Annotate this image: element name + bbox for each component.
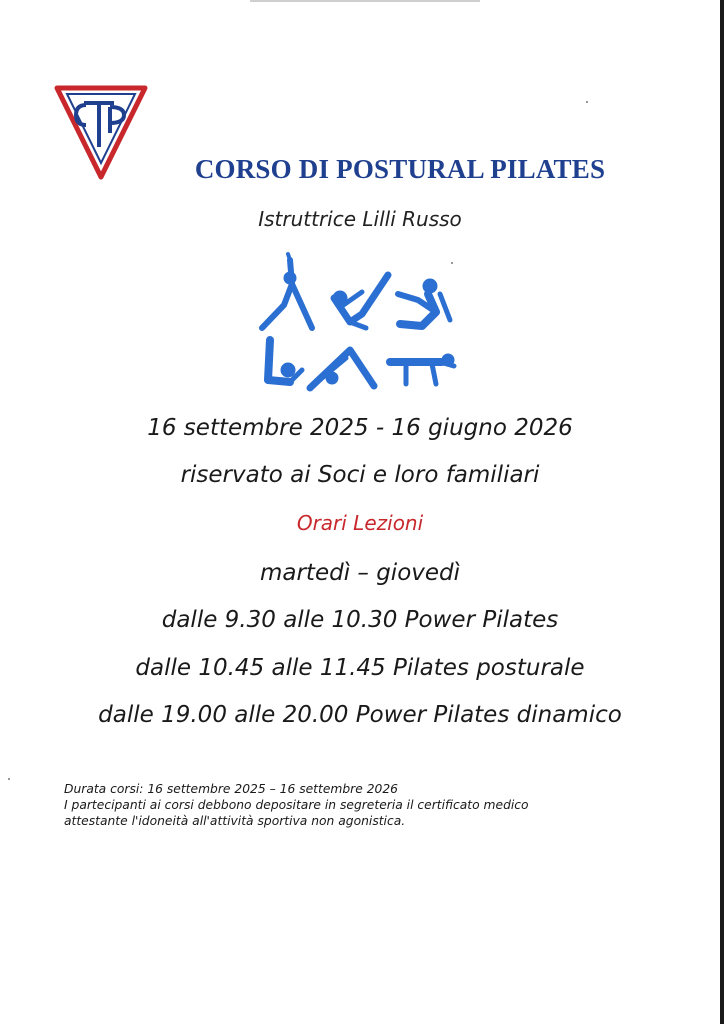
schedule-session: dalle 10.45 alle 11.45 Pilates posturale (135, 655, 585, 681)
eligibility-text: riservato ai Soci e loro familiari (180, 462, 540, 488)
footnote-duration: Durata corsi: 16 settembre 2025 – 16 settembre 2026 (64, 782, 398, 796)
footnote (64, 781, 664, 829)
schedule-days: martedì – giovedì (259, 560, 461, 586)
schedule-session: dalle 19.00 alle 20.00 Power Pilates dinamico (98, 702, 622, 728)
schedule-session: dalle 9.30 alle 10.30 Power Pilates (161, 607, 559, 633)
footnote-line: I partecipanti ai corsi debbono depositare in segreteria il certificato medico (64, 798, 529, 812)
page-title: CORSO DI POSTURAL PILATES (194, 154, 606, 184)
course-dates: 16 settembre 2025 - 16 giugno 2026 (147, 415, 573, 441)
scan-speck (586, 101, 588, 103)
scan-speck (451, 262, 453, 264)
scan-edge (720, 0, 724, 1024)
scan-mark (250, 0, 480, 2)
schedule-heading: Orari Lezioni (296, 511, 424, 535)
instructor-name: Istruttrice Lilli Russo (258, 207, 462, 231)
footnote-line: attestante l'idoneità all'attività sportiva non agonistica. (64, 814, 406, 828)
pilates-figures-icon (250, 250, 470, 395)
scan-speck (8, 778, 10, 780)
